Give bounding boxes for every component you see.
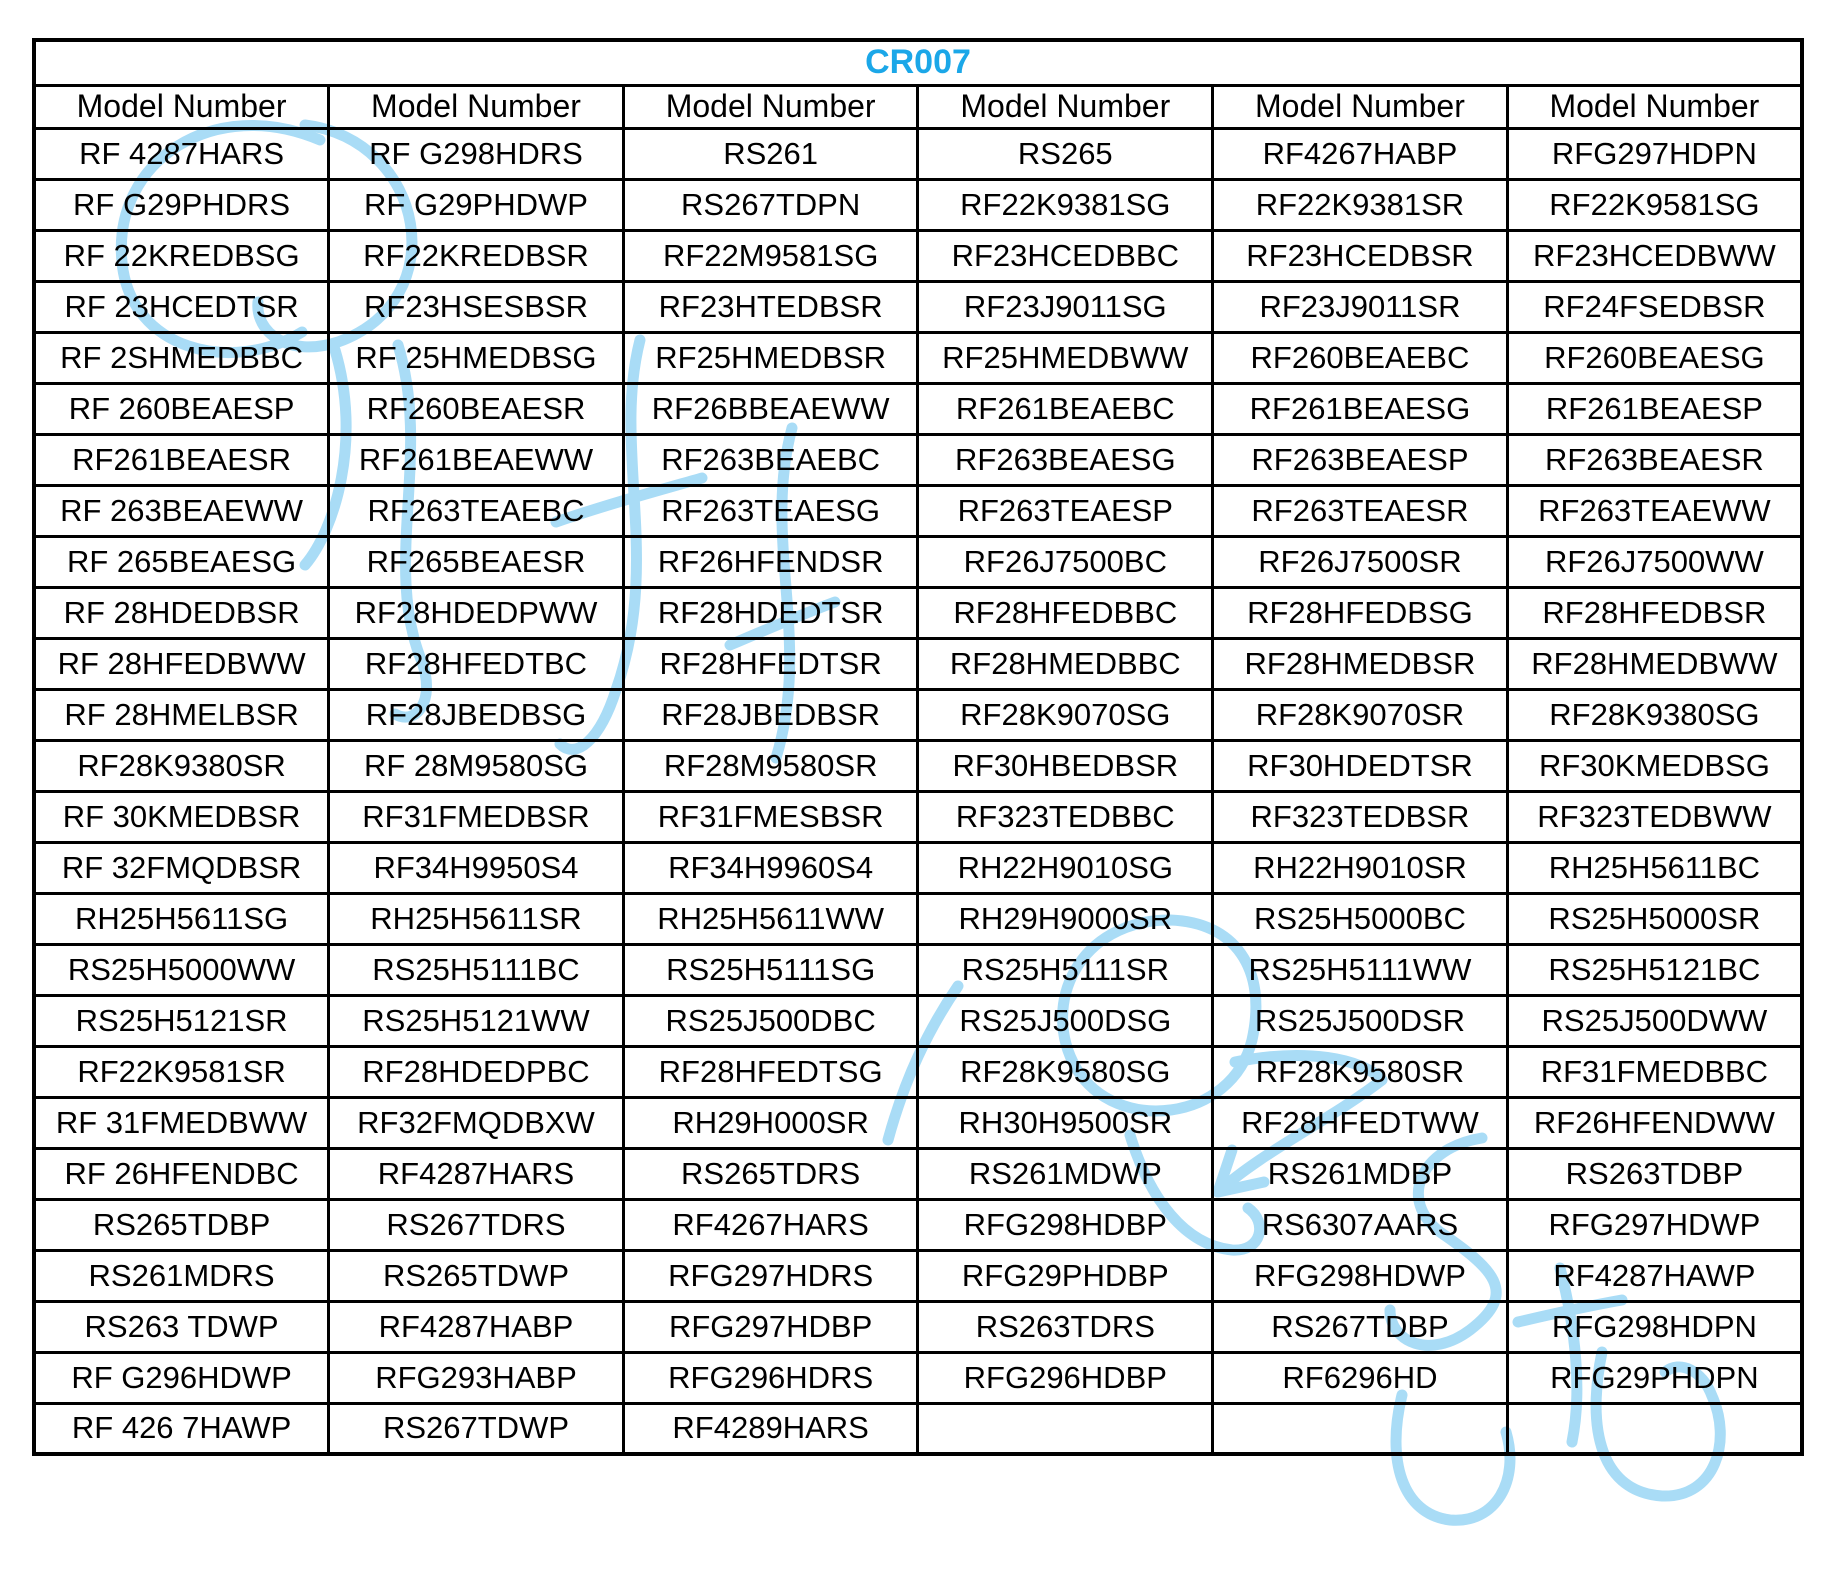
- model-number-cell: RH29H000SR: [623, 1097, 918, 1148]
- model-number-cell: RS263TDRS: [918, 1301, 1213, 1352]
- model-number-cell: RF 22KREDBSG: [34, 230, 329, 281]
- model-number-cell: RF28K9580SG: [918, 1046, 1213, 1097]
- model-number-cell: RFG297HDBP: [623, 1301, 918, 1352]
- table-row: [34, 1250, 1802, 1301]
- table-row: [34, 740, 1802, 791]
- model-number-cell: [1507, 1403, 1802, 1454]
- model-number-cell: RF28HMEDBSR: [1213, 638, 1508, 689]
- model-number-cell: RS263 TDWP: [34, 1301, 329, 1352]
- table-row: [34, 332, 1802, 383]
- table-row: [34, 536, 1802, 587]
- model-number-cell: RS265: [918, 128, 1213, 179]
- model-number-cell: RF4287HAWP: [1507, 1250, 1802, 1301]
- model-number-cell: RS25H5111SR: [918, 944, 1213, 995]
- column-header: Model Number: [918, 85, 1213, 128]
- model-number-cell: RF28HFEDTBC: [329, 638, 624, 689]
- model-number-cell: RF 265BEAESG: [34, 536, 329, 587]
- model-number-cell: RF G29PHDWP: [329, 179, 624, 230]
- model-number-cell: RF4287HABP: [329, 1301, 624, 1352]
- table-row: [34, 281, 1802, 332]
- model-number-cell: RF 32FMQDBSR: [34, 842, 329, 893]
- column-header: Model Number: [34, 85, 329, 128]
- model-number-cell: RFG297HDWP: [1507, 1199, 1802, 1250]
- table-title: CR007: [34, 40, 1802, 85]
- table-row: [34, 128, 1802, 179]
- model-number-cell: RF260BEAESG: [1507, 332, 1802, 383]
- model-number-cell: RFG29PHDBP: [918, 1250, 1213, 1301]
- model-number-cell: [1213, 1403, 1508, 1454]
- table-row: [34, 689, 1802, 740]
- model-number-cell: RF25HMEDBWW: [918, 332, 1213, 383]
- model-number-cell: RF26J7500WW: [1507, 536, 1802, 587]
- model-number-cell: RF23HTEDBSR: [623, 281, 918, 332]
- model-number-cell: RF28HFEDTWW: [1213, 1097, 1508, 1148]
- model-number-cell: RS261MDBP: [1213, 1148, 1508, 1199]
- model-number-table: [32, 38, 1804, 1456]
- model-number-cell: RS265TDBP: [34, 1199, 329, 1250]
- model-number-cell: RF263TEAESP: [918, 485, 1213, 536]
- table-row: [34, 1148, 1802, 1199]
- model-number-cell: RF323TEDBWW: [1507, 791, 1802, 842]
- model-number-cell: RS25J500DSG: [918, 995, 1213, 1046]
- model-number-cell: RF26HFENDWW: [1507, 1097, 1802, 1148]
- model-number-cell: RF22KREDBSR: [329, 230, 624, 281]
- model-number-cell: RS261MDWP: [918, 1148, 1213, 1199]
- column-header: Model Number: [1213, 85, 1508, 128]
- model-number-cell: RFG298HDBP: [918, 1199, 1213, 1250]
- model-number-cell: RFG298HDPN: [1507, 1301, 1802, 1352]
- table-row: [34, 1352, 1802, 1403]
- table-row: [34, 791, 1802, 842]
- model-number-cell: RS263TDBP: [1507, 1148, 1802, 1199]
- model-number-cell: RF4267HABP: [1213, 128, 1508, 179]
- table-row: [34, 638, 1802, 689]
- table-row: [34, 1199, 1802, 1250]
- model-number-cell: RF G298HDRS: [329, 128, 624, 179]
- model-number-cell: RF 2SHMEDBBC: [34, 332, 329, 383]
- table-row: [34, 434, 1802, 485]
- model-number-cell: RFG297HDPN: [1507, 128, 1802, 179]
- model-number-cell: RF G296HDWP: [34, 1352, 329, 1403]
- model-number-cell: RS25J500DSR: [1213, 995, 1508, 1046]
- model-number-cell: RF26BBEAEWW: [623, 383, 918, 434]
- document-sheet: [32, 38, 1804, 1456]
- model-number-cell: RS25H5111BC: [329, 944, 624, 995]
- model-number-cell: RS267TDPN: [623, 179, 918, 230]
- model-number-cell: RF 28HDEDBSR: [34, 587, 329, 638]
- model-number-cell: RF261BEAESG: [1213, 383, 1508, 434]
- model-number-cell: RF 23HCEDTSR: [34, 281, 329, 332]
- model-number-cell: RF263TEAEWW: [1507, 485, 1802, 536]
- model-number-cell: RS25H5121WW: [329, 995, 624, 1046]
- table-head: [34, 40, 1802, 128]
- title-row: [34, 40, 1802, 85]
- table-row: [34, 587, 1802, 638]
- model-number-cell: [918, 1403, 1213, 1454]
- model-number-cell: RF260BEAESR: [329, 383, 624, 434]
- model-number-cell: RF261BEAEBC: [918, 383, 1213, 434]
- model-number-cell: RS25H5121SR: [34, 995, 329, 1046]
- model-number-cell: RF263BEAESR: [1507, 434, 1802, 485]
- model-number-cell: RH30H9500SR: [918, 1097, 1213, 1148]
- model-number-cell: RS25H5111SG: [623, 944, 918, 995]
- table-row: [34, 995, 1802, 1046]
- model-number-cell: RF G29PHDRS: [34, 179, 329, 230]
- table-row: [34, 842, 1802, 893]
- model-number-cell: RF23HCEDBWW: [1507, 230, 1802, 281]
- model-number-cell: RF26HFENDSR: [623, 536, 918, 587]
- model-number-cell: RF260BEAEBC: [1213, 332, 1508, 383]
- model-number-cell: RFG298HDWP: [1213, 1250, 1508, 1301]
- model-number-cell: RF 30KMEDBSR: [34, 791, 329, 842]
- model-number-cell: RF28HDEDPWW: [329, 587, 624, 638]
- model-number-cell: RF28JBEDBSG: [329, 689, 624, 740]
- table-row: [34, 230, 1802, 281]
- model-number-cell: RH25H5611SG: [34, 893, 329, 944]
- model-number-cell: RF23HCEDBBC: [918, 230, 1213, 281]
- model-number-cell: RF263TEAESG: [623, 485, 918, 536]
- model-number-cell: RF22K9381SG: [918, 179, 1213, 230]
- model-number-cell: RF28K9380SG: [1507, 689, 1802, 740]
- model-number-cell: RF28HFEDBSG: [1213, 587, 1508, 638]
- model-number-cell: RS267TDWP: [329, 1403, 624, 1454]
- model-number-cell: RS6307AARS: [1213, 1199, 1508, 1250]
- model-number-cell: RF28JBEDBSR: [623, 689, 918, 740]
- model-number-cell: RF4289HARS: [623, 1403, 918, 1454]
- table-row: [34, 179, 1802, 230]
- model-number-cell: RS25H5000SR: [1507, 893, 1802, 944]
- model-number-cell: RF263BEAESP: [1213, 434, 1508, 485]
- model-number-cell: RS25H5000WW: [34, 944, 329, 995]
- model-number-cell: RS267TDBP: [1213, 1301, 1508, 1352]
- model-number-cell: RF 31FMEDBWW: [34, 1097, 329, 1148]
- model-number-cell: RF28K9380SR: [34, 740, 329, 791]
- model-number-cell: RH22H9010SG: [918, 842, 1213, 893]
- header-row: [34, 85, 1802, 128]
- model-number-cell: RF31FMEDBBC: [1507, 1046, 1802, 1097]
- model-number-cell: RF263BEAEBC: [623, 434, 918, 485]
- model-number-cell: RH25H5611SR: [329, 893, 624, 944]
- model-number-cell: RS25J500DWW: [1507, 995, 1802, 1046]
- model-number-cell: RF28K9580SR: [1213, 1046, 1508, 1097]
- model-number-cell: RF28HDEDTSR: [623, 587, 918, 638]
- model-number-cell: RF23HCEDBSR: [1213, 230, 1508, 281]
- model-number-cell: RFG296HDBP: [918, 1352, 1213, 1403]
- column-header: Model Number: [329, 85, 624, 128]
- model-number-cell: RF 25HMEDBSG: [329, 332, 624, 383]
- model-number-cell: RF 4287HARS: [34, 128, 329, 179]
- table-row: [34, 944, 1802, 995]
- model-number-cell: RF261BEAEWW: [329, 434, 624, 485]
- model-number-cell: RF23J9011SR: [1213, 281, 1508, 332]
- model-number-cell: RF28K9070SG: [918, 689, 1213, 740]
- model-number-cell: RF28HFEDTSG: [623, 1046, 918, 1097]
- table-row: [34, 1403, 1802, 1454]
- model-number-cell: RH29H9000SR: [918, 893, 1213, 944]
- model-number-cell: RF28HMEDBWW: [1507, 638, 1802, 689]
- model-number-cell: RF261BEAESR: [34, 434, 329, 485]
- model-number-cell: RS25H5121BC: [1507, 944, 1802, 995]
- model-number-cell: RF30KMEDBSG: [1507, 740, 1802, 791]
- model-number-cell: RF323TEDBBC: [918, 791, 1213, 842]
- column-header: Model Number: [623, 85, 918, 128]
- model-number-cell: RF22K9381SR: [1213, 179, 1508, 230]
- model-number-cell: RFG29PHDPN: [1507, 1352, 1802, 1403]
- model-number-cell: RF263TEAESR: [1213, 485, 1508, 536]
- model-number-cell: RS25H5111WW: [1213, 944, 1508, 995]
- model-number-cell: RF22K9581SR: [34, 1046, 329, 1097]
- model-number-cell: RF4287HARS: [329, 1148, 624, 1199]
- model-number-cell: RF28HFEDTSR: [623, 638, 918, 689]
- model-number-cell: RF31FMESBSR: [623, 791, 918, 842]
- model-number-cell: RF 28HFEDBWW: [34, 638, 329, 689]
- table-row: [34, 893, 1802, 944]
- model-number-cell: RF6296HD: [1213, 1352, 1508, 1403]
- model-number-cell: RS267TDRS: [329, 1199, 624, 1250]
- model-number-cell: RFG296HDRS: [623, 1352, 918, 1403]
- model-number-cell: RF22K9581SG: [1507, 179, 1802, 230]
- model-number-cell: RF30HBEDBSR: [918, 740, 1213, 791]
- model-number-cell: RF265BEAESR: [329, 536, 624, 587]
- model-number-cell: RS25J500DBC: [623, 995, 918, 1046]
- model-number-cell: RF 263BEAEWW: [34, 485, 329, 536]
- model-number-cell: RF28M9580SR: [623, 740, 918, 791]
- model-number-cell: RF4267HARS: [623, 1199, 918, 1250]
- model-number-cell: RF 28HMELBSR: [34, 689, 329, 740]
- model-number-cell: RS261: [623, 128, 918, 179]
- model-number-cell: RF25HMEDBSR: [623, 332, 918, 383]
- model-number-cell: RF261BEAESP: [1507, 383, 1802, 434]
- model-number-cell: RS265TDRS: [623, 1148, 918, 1199]
- model-number-cell: RF263BEAESG: [918, 434, 1213, 485]
- table-row: [34, 383, 1802, 434]
- model-number-cell: RF34H9950S4: [329, 842, 624, 893]
- table-body: [34, 128, 1802, 1454]
- model-number-cell: RF24FSEDBSR: [1507, 281, 1802, 332]
- model-number-cell: RF26J7500BC: [918, 536, 1213, 587]
- table-row: [34, 1097, 1802, 1148]
- model-number-cell: RF28HFEDBSR: [1507, 587, 1802, 638]
- table-row: [34, 1301, 1802, 1352]
- table-row: [34, 485, 1802, 536]
- model-number-cell: RH25H5611BC: [1507, 842, 1802, 893]
- model-number-cell: RF28HDEDPBC: [329, 1046, 624, 1097]
- model-number-cell: RH22H9010SR: [1213, 842, 1508, 893]
- model-number-cell: RS261MDRS: [34, 1250, 329, 1301]
- model-number-cell: RF323TEDBSR: [1213, 791, 1508, 842]
- model-number-cell: RS265TDWP: [329, 1250, 624, 1301]
- column-header: Model Number: [1507, 85, 1802, 128]
- table-row: [34, 1046, 1802, 1097]
- model-number-cell: RF 260BEAESP: [34, 383, 329, 434]
- model-number-cell: RFG293HABP: [329, 1352, 624, 1403]
- model-number-cell: RF26J7500SR: [1213, 536, 1508, 587]
- model-number-cell: RF 426 7HAWP: [34, 1403, 329, 1454]
- model-number-cell: RF23J9011SG: [918, 281, 1213, 332]
- model-number-cell: RF 28M9580SG: [329, 740, 624, 791]
- model-number-cell: RFG297HDRS: [623, 1250, 918, 1301]
- model-number-cell: RF28HFEDBBC: [918, 587, 1213, 638]
- model-number-cell: RF22M9581SG: [623, 230, 918, 281]
- model-number-cell: RF 26HFENDBC: [34, 1148, 329, 1199]
- model-number-cell: RF23HSESBSR: [329, 281, 624, 332]
- model-number-cell: RS25H5000BC: [1213, 893, 1508, 944]
- model-number-cell: RF32FMQDBXW: [329, 1097, 624, 1148]
- model-number-cell: RF31FMEDBSR: [329, 791, 624, 842]
- model-number-cell: RF28HMEDBBC: [918, 638, 1213, 689]
- model-number-cell: RF263TEAEBC: [329, 485, 624, 536]
- model-number-cell: RF34H9960S4: [623, 842, 918, 893]
- model-number-cell: RF30HDEDTSR: [1213, 740, 1508, 791]
- model-number-cell: RF28K9070SR: [1213, 689, 1508, 740]
- model-number-cell: RH25H5611WW: [623, 893, 918, 944]
